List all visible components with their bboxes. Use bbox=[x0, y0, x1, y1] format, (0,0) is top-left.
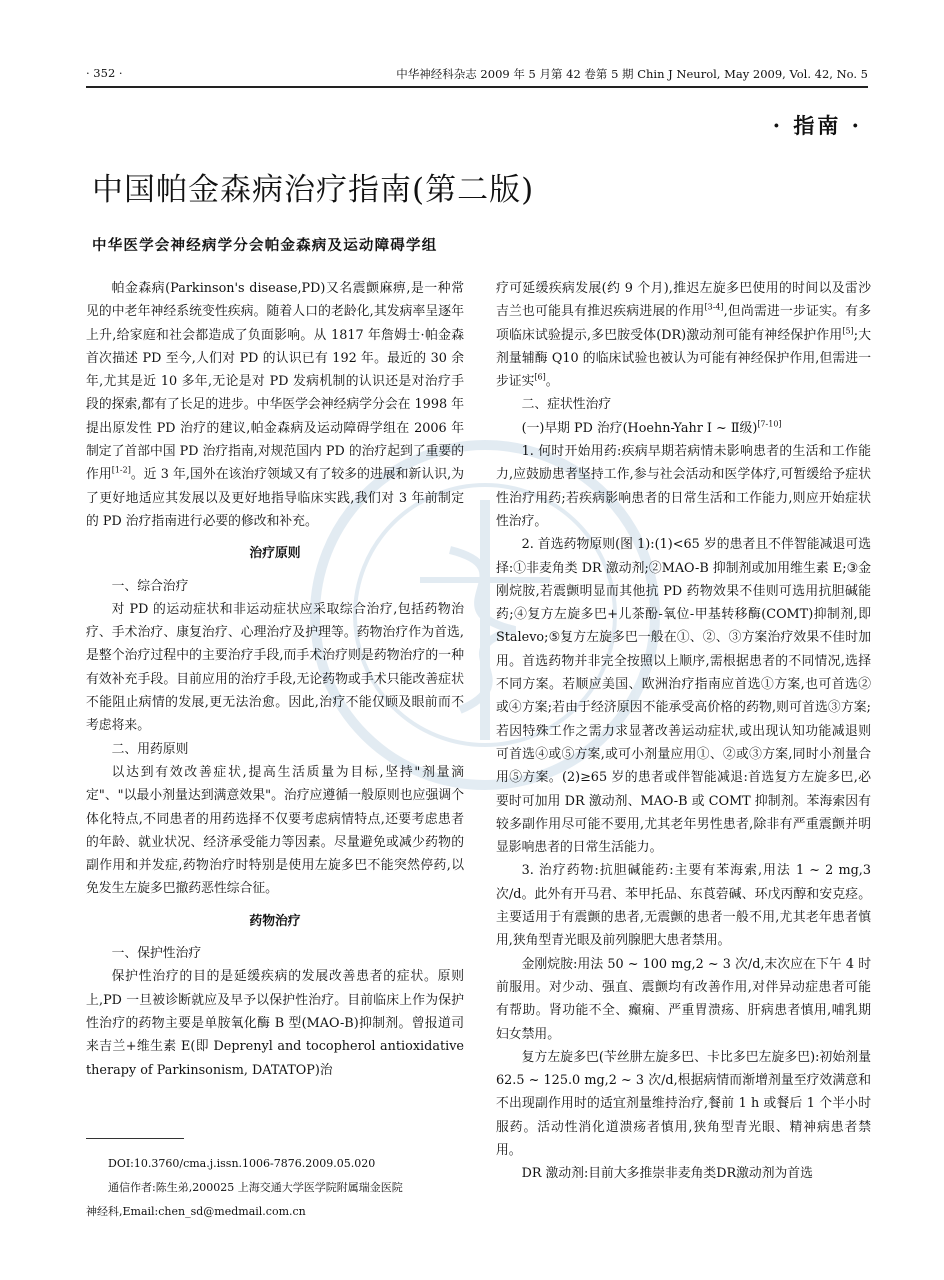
section-tag: · 指南 · bbox=[772, 113, 862, 138]
subheading-comprehensive: 一、综合治疗 bbox=[111, 578, 189, 594]
intro-paragraph: 帕金森病(Parkinson's disease,PD)又名震颤麻痹,是一种常见的中老年神经系统变性疾病。随着人口的老龄化,其发病率呈逐年上升,给家庭和社会都造成了负面影响。从 1817 年詹姆士·帕金森首次描述 PD 至今,人们对 PD 的认识已有 192 年。最近的 30 余年,尤其是近 10 多年,无论是对 PD 发病机制的认识还是对治疗手段的探索,都有了长足的进步。中华医学会神经病学分会在 1998 年提出原发性 PD 治疗的建议,帕金森病及运动障碍学组在 2006 年制定了首部中国 PD 治疗指南,对规范国内 PD 的治疗起到了重要的作用[1-2]。近 3 年,国外在该治疗领域又有了较多的进展和新认识,为了更好地适应其发展以及更好地指导临床实践,我们对 3 年前制定的 PD 治疗指南进行必要的修改和补充。 bbox=[86, 281, 465, 529]
footnote-rule bbox=[86, 1138, 184, 1139]
drugs-text: 3. 治疗药物:抗胆碱能药:主要有苯海索,用法 1 ~ 2 mg,3 次/d。此外有开马君、苯甲托品、东莨菪碱、环戊丙醇和安克痉。主要适用于有震颤的患者,无震颤的患者一般不用,尤其老年患者慎用,狭角型青光眼及前列腺肥大患者禁用。 bbox=[496, 863, 871, 949]
header-rule bbox=[86, 86, 868, 88]
comprehensive-text: 对 PD 的运动症状和非运动症状应采取综合治疗,包括药物治疗、手术治疗、康复治疗、心理治疗及护理等。药物治疗作为首选,是整个治疗过程中的主要治疗手段,而手术治疗则是药物治疗的一种有效补充手段。目前应用的治疗手段,无论药物或手术只能改善症状不能阻止病情的发展,更无法治愈。因此,治疗不能仅顾及眼前而不考虑将来。 bbox=[86, 601, 464, 734]
medication-text: 以达到有效改善症状,提高生活质量为目标,坚持"剂量滴定"、"以最小剂量达到满意效果"。治疗应遵循一般原则也应强调个体化特点,不同患者的用药选择不仅要考虑病情特点,还要考虑患者的年龄、就业状况、经济承受能力等因素。尽量避免或减少药物的副作用和并发症,药物治疗时特别是使用左旋多巴不能突然停药,以免发生左旋多巴撤药恶性综合征。 bbox=[86, 764, 464, 897]
amantadine-text: 金刚烷胺:用法 50 ~ 100 mg,2 ~ 3 次/d,末次应在下午 4 时前服用。对少动、强直、震颤均有改善作用,对伴异动症患者可能有帮助。肾功能不全、癫痫、严重胃溃疡、肝病患者慎用,哺乳期妇女禁用。 bbox=[496, 956, 871, 1042]
page-header bbox=[86, 66, 868, 84]
continued-paragraph: 疗可延缓疾病发展(约 9 个月),推迟左旋多巴使用的时间以及雷沙吉兰也可能具有推迟疾病进展的作用[3-4],但尚需进一步证实。有多项临床试验提示,多巴胺受体(DR)激动剂可能有神经保护作用[5];大剂量辅酶 Q10 的临床试验也被认为可能有神经保护作用,但需进一步证实[6]。 bbox=[496, 281, 872, 390]
dr-agonist-text: DR 激动剂:目前大多推崇非麦角类DR激动剂为首选 bbox=[521, 1166, 813, 1182]
page-number: · 352 · bbox=[86, 66, 123, 80]
journal-info: 中华神经科杂志 2009 年 5 月第 42 卷第 5 期 Chin J Neurol, May 2009, Vol. 42, No. 5 bbox=[396, 67, 868, 81]
subheading-medication: 二、用药原则 bbox=[111, 741, 189, 757]
citation[interactable]: [5] bbox=[842, 326, 854, 336]
first-choice-text: 2. 首选药物原则(图 1):(1)<65 岁的患者且不伴智能减退可选择:①非麦角类 DR 激动剂;②MAO-B 抑制剂或加用维生素 E;③金刚烷胺,若震颤明显而其他抗 PD 药物效果不佳则可选用抗胆碱能药;④复方左旋多巴+儿茶酚-氧位-甲基转移酶(COMT)抑制剂,即 Stalevo;⑤复方左旋多巴一般在①、②、③方案治疗效果不佳时加用。首选药物并非完全按照以上顺序,需根据患者的不同情况,选择不同方案。若顺应美国、欧洲治疗指南应首选①方案,也可首选②或④方案;若由于经济原因不能承受高价格的药物,则可首选③方案;若因特殊工作之需力求显著改善运动症状,或出现认知功能减退则可首选④或⑤方案,或可小剂量应用①、②或③方案,同时小剂量合用⑤方案。(2)≥65 岁的患者或伴智能减退:首选复方左旋多巴,必要时可加用 DR 激动剂、MAO-B 或 COMT 抑制剂。苯海索因有较多副作用尽可能不要用,尤其老年男性患者,除非有严重震颤并明显影响患者的日常生活能力。 bbox=[496, 537, 871, 856]
article-title: 中国帕金森病治疗指南(第二版) bbox=[92, 172, 535, 208]
left-column bbox=[86, 277, 465, 1078]
footnotes bbox=[86, 1152, 464, 1224]
subheading-early-pd: (一)早期 PD 治疗(Hoehn-Yahr Ⅰ ~ Ⅱ级)[7-10] bbox=[521, 419, 782, 436]
citation[interactable]: [7-10] bbox=[757, 419, 782, 429]
levodopa-text: 复方左旋多巴(苄丝肼左旋多巴、卡比多巴左旋多巴):初始剂量 62.5 ~ 125.0 mg,2 ~ 3 次/d,根据病情而渐增剂量至疗效满意和不出现副作用时的适宜剂量维持治疗,餐前 1 h 或餐后 1 个半小时服药。活动性消化道溃疡者慎用,狭角型青光眼、精神病患者禁用。 bbox=[496, 1049, 871, 1158]
citation[interactable]: [1-2] bbox=[111, 466, 131, 476]
when-to-start-text: 1. 何时开始用药:疾病早期若病情未影响患者的生活和工作能力,应鼓励患者坚持工作,参与社会活动和医学体疗,可暂缓给予症状性治疗用药;若疾病影响患者的日常生活和工作能力,则应开始症状性治疗。 bbox=[496, 444, 871, 529]
corresponding-author: 通信作者:陈生弟,200025 上海交通大学医学院附属瑞金医院 bbox=[108, 1181, 403, 1194]
protective-text: 保护性治疗的目的是延缓疾病的发展改善患者的症状。原则上,PD 一旦被诊断就应及早予以保护性治疗。目前临床上作为保护性治疗的药物主要是单胺氧化酶 B 型(MAO-B)抑制剂。曾报道司来吉兰+维生素 E(即 Deprenyl and tocopherol antioxidative therapy of Parkinsonism, DATATOP)治 bbox=[86, 969, 464, 1078]
citation[interactable]: [6] bbox=[534, 372, 546, 382]
doi: DOI:10.3760/cma.j.issn.1006-7876.2009.05.020 bbox=[108, 1157, 376, 1170]
subheading-protective: 一、保护性治疗 bbox=[111, 946, 202, 962]
citation[interactable]: [3-4] bbox=[704, 303, 724, 313]
section-heading-treatment-principles: 治疗原则 bbox=[249, 546, 301, 562]
author-line: 中华医学会神经病学分会帕金森病及运动障碍学组 bbox=[92, 237, 438, 254]
subheading-symptomatic: 二、症状性治疗 bbox=[521, 397, 612, 413]
section-heading-drug-therapy: 药物治疗 bbox=[249, 913, 301, 929]
corresponding-author-cont: 神经科,Email:chen_sd@medmail.com.cn bbox=[86, 1205, 306, 1218]
right-column bbox=[496, 277, 871, 1263]
